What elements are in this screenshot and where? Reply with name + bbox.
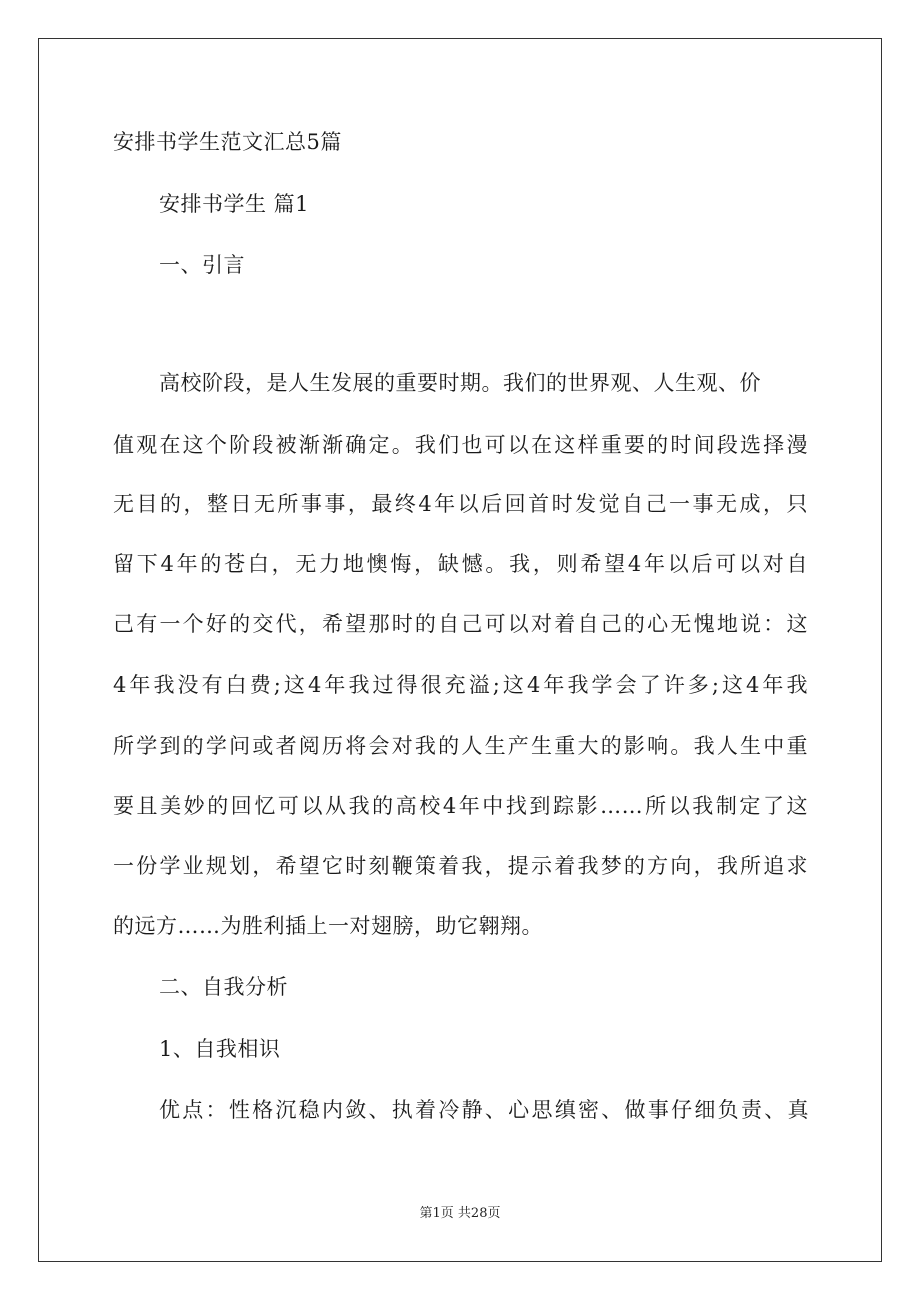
paragraph-line: 一份学业规划，希望它时刻鞭策着我，提示着我梦的方向，我所追求 (113, 854, 808, 878)
page-border (38, 38, 882, 1262)
paragraph-line: 无目的，整日无所事事，最终4年以后回首时发觉自己一事无成，只 (113, 492, 808, 516)
document-title: 安排书学生范文汇总5篇 (113, 130, 342, 154)
section-heading: 安排书学生 篇1 (159, 192, 310, 216)
paragraph-line: 要且美妙的回忆可以从我的高校4年中找到踪影……所以我制定了这 (113, 794, 808, 818)
heading-introduction: 一、引言 (159, 253, 245, 277)
strengths-line: 优点：性格沉稳内敛、执着冷静、心思缜密、做事仔细负责、真 (159, 1098, 809, 1122)
heading-self-analysis: 二、自我分析 (159, 975, 288, 999)
paragraph-line: 留下4年的苍白，无力地懊悔，缺憾。我，则希望4年以后可以对自 (113, 552, 808, 576)
paragraph-line: 己有一个好的交代，希望那时的自己可以对着自己的心无愧地说：这 (113, 612, 808, 636)
paragraph-line: 的远方……为胜利插上一对翅膀，助它翱翔。 (113, 914, 543, 938)
page-number-footer: 第1页 共28页 (419, 1206, 501, 1221)
paragraph-line: 高校阶段，是人生发展的重要时期。我们的世界观、人生观、价 (159, 371, 761, 395)
paragraph-line: 4年我没有白费;这4年我过得很充溢;这4年我学会了许多;这4年我 (113, 673, 808, 697)
subheading-self-knowledge: 1、自我相识 (159, 1037, 281, 1061)
paragraph-line: 所学到的学问或者阅历将会对我的人生产生重大的影响。我人生中重 (113, 734, 808, 758)
paragraph-line: 值观在这个阶段被渐渐确定。我们也可以在这样重要的时间段选择漫 (113, 433, 808, 457)
